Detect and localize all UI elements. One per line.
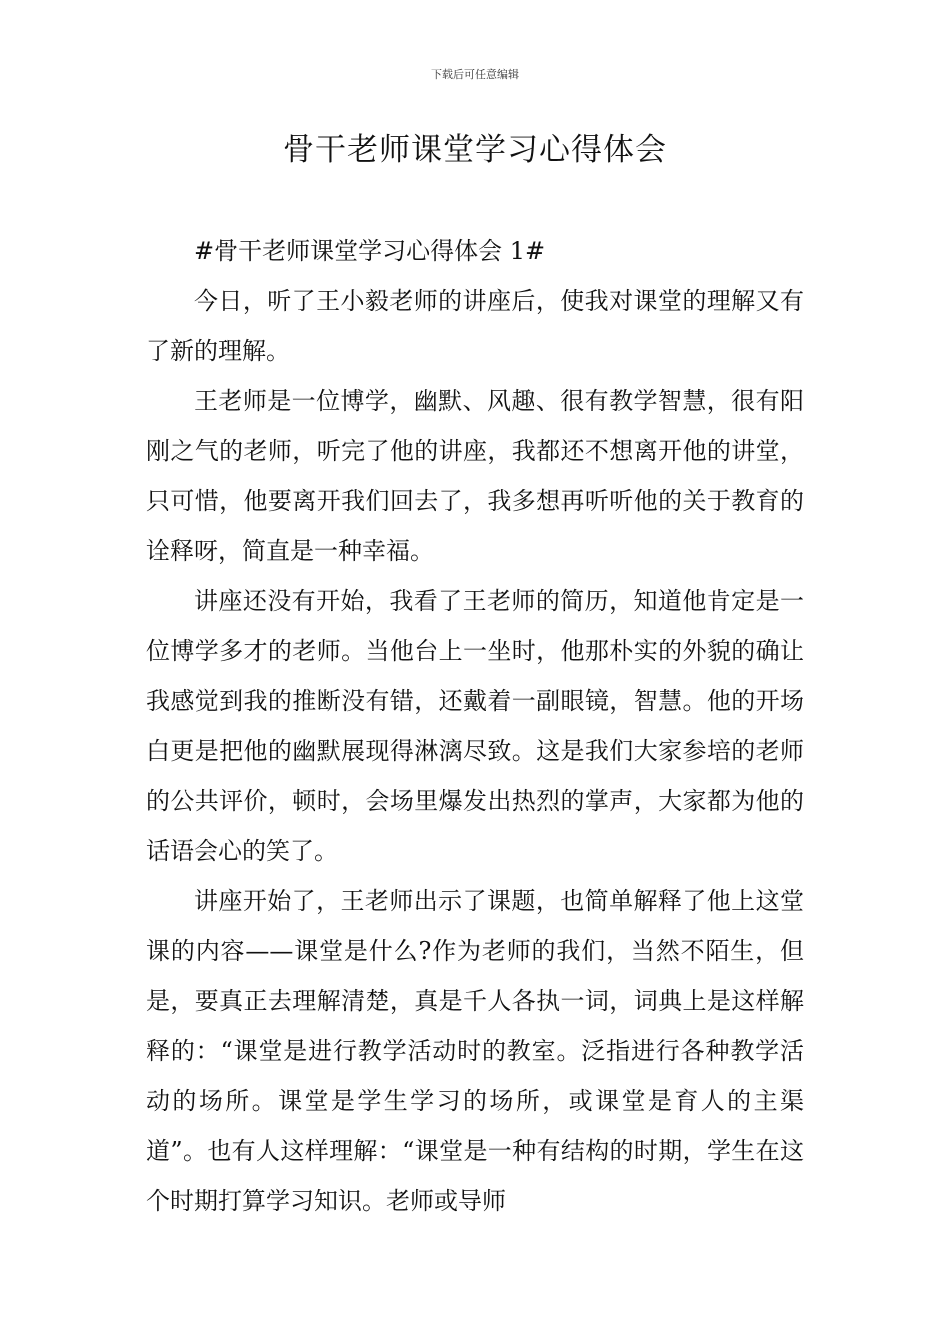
paragraph: 王老师是一位博学，幽默、风趣、很有教学智慧，很有阳刚之气的老师，听完了他的讲座，我都还不想离开他的讲堂，只可惜，他要离开我们回去了，我多想再听听他的关于教育的诠释呀，简直是一种幸福。 — [146, 387, 804, 565]
paragraph: 今日，听了王小毅老师的讲座后，使我对课堂的理解又有了新的理解。 — [146, 287, 804, 365]
paragraph: 讲座开始了，王老师出示了课题，也简单解释了他上这堂课的内容——课堂是什么?作为老师的我们，当然不陌生，但是，要真正去理解清楚，真是千人各执一词，词典上是这样解释的：“课堂是进行教学活动时的教室。泛指进行各种教学活动的场所。课堂是学生学习的场所，或课堂是育人的主渠道”。也有人这样理解：“课堂是一种有结构的时期，学生在这个时期打算学习知识。老师或导师 — [146, 887, 804, 1215]
header-note: 下载后可任意编辑 — [431, 68, 519, 81]
document-title: 骨干老师课堂学习心得体会 — [283, 132, 667, 168]
section-heading: #骨干老师课堂学习心得体会 1# — [194, 237, 546, 265]
paragraph: 讲座还没有开始，我看了王老师的简历，知道他肯定是一位博学多才的老师。当他台上一坐时，他那朴实的外貌的确让我感觉到我的推断没有错，还戴着一副眼镜，智慧。他的开场白更是把他的幽默展现得淋漓尽致。这是我们大家参培的老师的公共评价，顿时，会场里爆发出热烈的掌声，大家都为他的话语会心的笑了。 — [146, 587, 804, 865]
document-body — [146, 226, 804, 1226]
